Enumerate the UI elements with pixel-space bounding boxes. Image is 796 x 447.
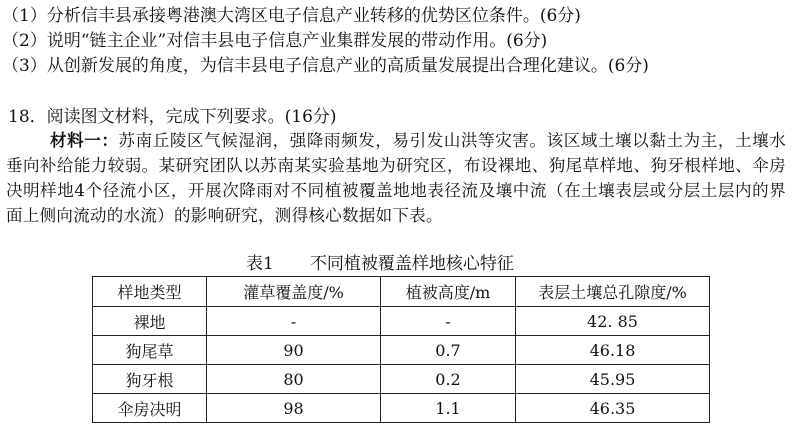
- table-header-cell: 表层土壤总孔隙度/%: [516, 277, 710, 307]
- table-cell: 1.1: [381, 394, 516, 423]
- table-cell: 45.95: [516, 365, 710, 394]
- material-1-lead: 材料一：: [50, 131, 119, 150]
- table-cell: -: [381, 307, 516, 336]
- table-caption-number: 表1: [246, 254, 274, 274]
- table-cell: -: [207, 307, 381, 336]
- question-3: （3）从创新发展的角度，为信丰县电子信息产业的高质量发展提出合理化建议。(6分): [2, 56, 649, 76]
- table-cell: 狗尾草: [93, 336, 207, 365]
- table-cell: 42. 85: [516, 307, 710, 336]
- material-1-paragraph: [6, 128, 786, 228]
- table-header-cell: 灌草覆盖度/%: [207, 277, 381, 307]
- material-1-text: 苏南丘陵区气候湿润，强降雨频发，易引发山洪等灾害。该区域土壤以黏土为主，土壤水垂向补给能力较弱。某研究团队以苏南某实验基地为研究区，布设裸地、狗尾草样地、狗牙根样地、伞房决明样地4个径流小区，开展次降雨对不同植被覆盖地地表径流及壤中流（在土壤表层或分层土层内的界面上侧向流动的水流）的影响研究，测得核心数据如下表。: [6, 131, 786, 225]
- table-caption-text: 不同植被覆盖样地核心特征: [309, 254, 514, 274]
- table-cell: 90: [207, 336, 381, 365]
- table-cell: 46.18: [516, 336, 710, 365]
- table-cell: 0.2: [381, 365, 516, 394]
- table-header-cell: 样地类型: [93, 277, 207, 307]
- vegetation-table: [92, 276, 710, 423]
- table-caption: [246, 249, 514, 274]
- table-row: [93, 394, 710, 423]
- table-cell: 裸地: [93, 307, 207, 336]
- table-header-row: [93, 277, 710, 307]
- table-row: [93, 336, 710, 365]
- table-cell: 98: [207, 394, 381, 423]
- table-cell: 0.7: [381, 336, 516, 365]
- table-row: [93, 307, 710, 336]
- table-cell: 80: [207, 365, 381, 394]
- question-18-title: 18．阅读图文材料，完成下列要求。(16分): [8, 107, 337, 127]
- question-2: （2）说明“链主企业”对信丰县电子信息产业集群发展的带动作用。(6分): [2, 31, 548, 51]
- question-1: （1）分析信丰县承接粤港澳大湾区电子信息产业转移的优势区位条件。(6分): [2, 6, 581, 26]
- table-cell: 狗牙根: [93, 365, 207, 394]
- table-header-cell: 植被高度/m: [381, 277, 516, 307]
- table-cell: 伞房决明: [93, 394, 207, 423]
- table-row: [93, 365, 710, 394]
- table-cell: 46.35: [516, 394, 710, 423]
